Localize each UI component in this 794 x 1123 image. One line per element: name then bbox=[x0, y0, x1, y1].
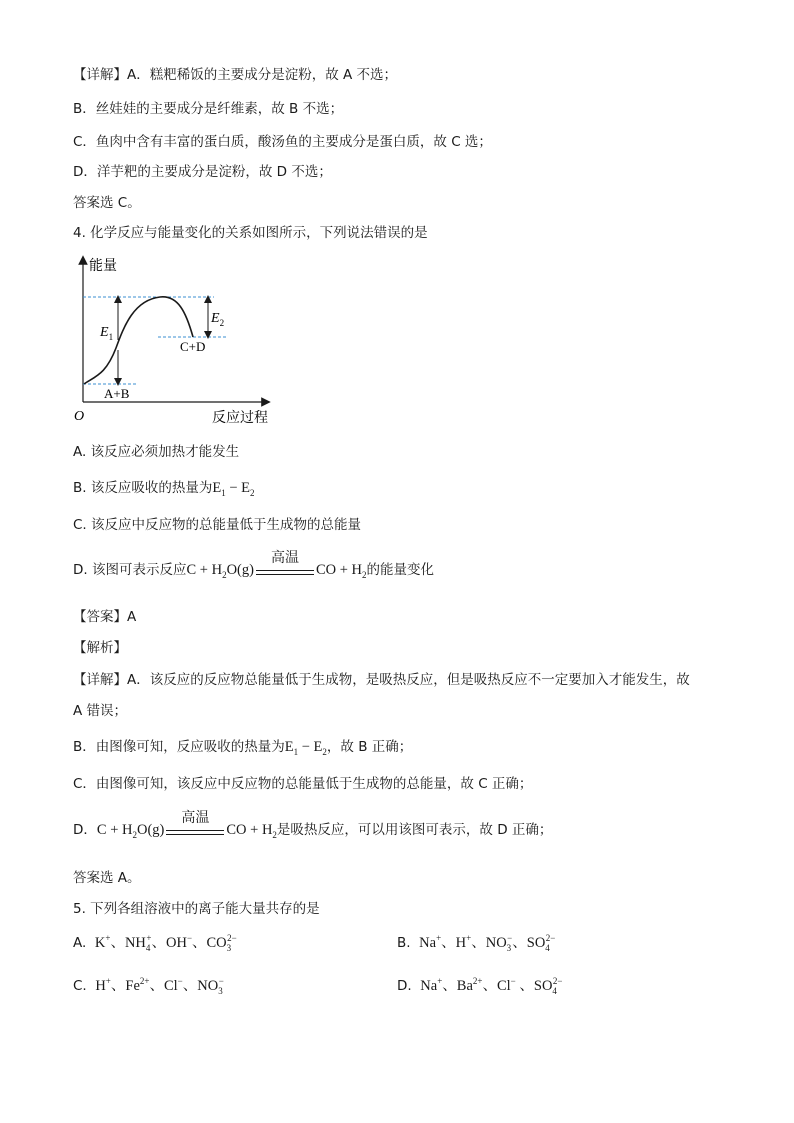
detail-line-b: B．丝娃娃的主要成分是纤维素，故 B 不选； bbox=[73, 101, 344, 117]
products-label: C+D bbox=[180, 339, 206, 354]
reactants-label: A+B bbox=[104, 386, 130, 401]
question-5-stem: 5. 下列各组溶液中的离子能大量共存的是 bbox=[73, 901, 320, 917]
option-4b-formula: $E_1 - E_2$ bbox=[212, 480, 255, 498]
y-axis-label: 能量 bbox=[89, 259, 117, 274]
energy-curve bbox=[84, 297, 193, 384]
detail-line-a: 【详解】A．糕粑稀饭的主要成分是淀粉，故 A 不选； bbox=[73, 67, 398, 83]
detail-4c: C．由图像可知，该反应中反应物的总能量低于生成物的总能量，故 C 正确； bbox=[73, 776, 533, 792]
origin-label: O bbox=[74, 409, 85, 424]
option-4d-text: D. 该图可表示反应 bbox=[73, 562, 187, 578]
answer-label: 【答案】A bbox=[73, 609, 137, 625]
x-axis-label: 反应过程 bbox=[212, 411, 268, 426]
detail-line-d: D．洋芋粑的主要成分是淀粉，故 D 不选； bbox=[73, 164, 332, 180]
detail-4d: D．$C + H_2O(g)$ 高温 CO + $H_2$是吸热反应，可以用该图可表示，故 D 正确； bbox=[73, 810, 553, 840]
reaction-arrow-detail: 高温 bbox=[164, 824, 226, 838]
option-4a: A. 该反应必须加热才能发生 bbox=[73, 444, 240, 460]
energy-diagram bbox=[60, 252, 280, 427]
option-4d-equation: $C + H_2O(g)$ 高温 CO + $H_2$ bbox=[186, 550, 367, 580]
option-5a: A. K+、$NH_4^+$、OH−、$CO_3^{2-}$ bbox=[73, 933, 237, 953]
e2-label: $E_2$ bbox=[211, 311, 225, 328]
option-4c: C. 该反应中反应物的总能量低于生成物的总能量 bbox=[73, 517, 362, 533]
option-4d-tail: 的能量变化 bbox=[366, 562, 434, 578]
detail-4a-line1: 【详解】A．该反应的反应物总能量低于生成物，是吸热反应，但是吸热反应不一定要加入才能发生，故 bbox=[73, 672, 690, 688]
answer-line-prev: 答案选 C。 bbox=[73, 195, 141, 211]
detail-4a-line2: A 错误； bbox=[73, 703, 128, 719]
option-5d: D. Na+、$Ba^{2+}$、Cl− 、$SO_4^{2-}$ bbox=[397, 976, 563, 996]
reaction-arrow: 高温 bbox=[254, 564, 316, 578]
option-5b: B. Na+、H+、$NO_3^-$、$SO_4^{2-}$ bbox=[397, 933, 556, 953]
e1-label: $E_1$ bbox=[100, 325, 114, 342]
question-4-stem: 4. 化学反应与能量变化的关系如图所示，下列说法错误的是 bbox=[73, 225, 428, 241]
detail-line-c: C．鱼肉中含有丰富的蛋白质，酸汤鱼的主要成分是蛋白质，故 C 选； bbox=[73, 134, 492, 150]
option-4b-text: B. 该反应吸收的热量为 bbox=[73, 480, 213, 496]
detail-4b: B．由图像可知，反应吸收的热量为$E_1 - E_2$，故 B 正确； bbox=[73, 739, 413, 757]
analysis-label: 【解析】 bbox=[73, 640, 127, 656]
answer-final: 答案选 A。 bbox=[73, 870, 141, 886]
option-4b bbox=[73, 479, 255, 497]
option-5c: C. H+、$Fe^{2+}$、Cl−、$NO_3^-$ bbox=[73, 976, 224, 996]
option-4d bbox=[73, 550, 434, 580]
